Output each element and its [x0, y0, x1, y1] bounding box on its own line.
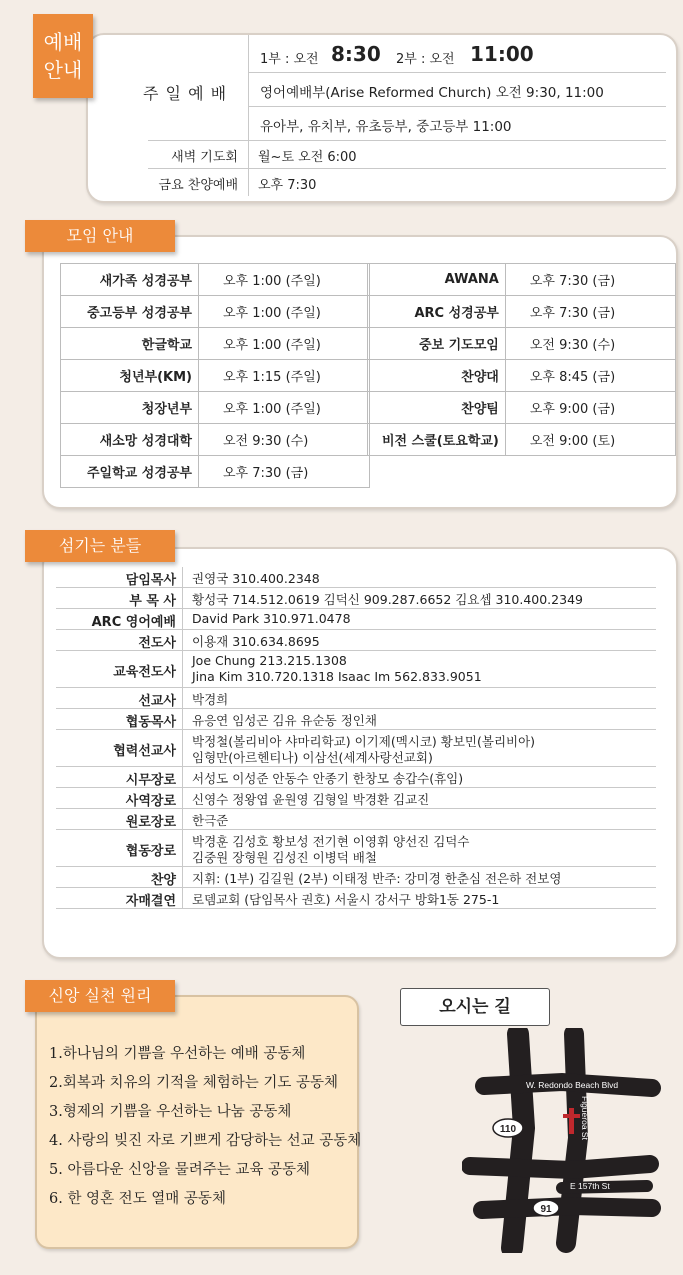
principle-item: 5. 아름다운 신앙을 물려주는 교육 공동체 [49, 1162, 310, 1178]
principle-item: 2.회복과 치유의 기적을 체험하는 기도 공동체 [49, 1075, 339, 1091]
meeting-time: 오후 1:00 (주일) [199, 296, 370, 328]
divider [182, 730, 183, 766]
servants-box [42, 547, 678, 959]
servant-role: 협동장로 [125, 844, 176, 859]
principle-item: 3.형제의 기쁨을 우선하는 나눔 공동체 [49, 1104, 292, 1120]
principle-item: 6. 한 영혼 전도 열매 공동체 [49, 1191, 226, 1207]
highway-110-label: 110 [499, 1124, 517, 1135]
principles-list [49, 1042, 361, 1216]
meeting-time: 오전 9:00 (토) [505, 424, 675, 456]
divider [182, 588, 183, 608]
divider [182, 888, 183, 908]
service-2-label: 2부 : 오전 [396, 52, 455, 67]
divider [248, 106, 666, 107]
meeting-name: AWANA [368, 264, 506, 296]
meeting-name: 중고등부 성경공부 [61, 296, 199, 328]
servant-names: 신영수 정왕엽 윤원영 김형일 박경환 김교진 [192, 792, 430, 807]
meeting-row [61, 328, 370, 360]
servant-row [56, 609, 656, 630]
divider [182, 630, 183, 650]
servant-names: 박경훈 김성호 황보성 전기현 이영휘 양선진 김덕수 [192, 834, 470, 849]
meeting-row [368, 392, 676, 424]
divider [248, 72, 666, 73]
english-service: 영어예배부(Arise Reformed Church) 오전 9:30, 11:00 [260, 85, 604, 101]
divider [182, 567, 183, 587]
servant-row [56, 630, 656, 651]
dawn-prayer-label: 새벽 기도회 [171, 150, 238, 165]
servant-names: Jina Kim 310.720.1318 Isaac Im 562.833.9051 [192, 669, 482, 684]
servant-names: 유응연 임성곤 김유 유순동 정인채 [192, 713, 377, 728]
servant-names: 서성도 이성준 안동수 안종기 한창모 송갑수(휴임) [192, 771, 464, 786]
meeting-name: 비전 스쿨(토요학교) [368, 424, 506, 456]
divider [182, 609, 183, 629]
servant-row [56, 867, 656, 888]
divider [182, 788, 183, 808]
meeting-name: ARC 성경공부 [368, 296, 506, 328]
cross-horizontal [563, 1114, 580, 1118]
divider [182, 867, 183, 887]
servant-row [56, 567, 656, 588]
meeting-row [368, 264, 676, 296]
meeting-row [61, 360, 370, 392]
meetings-box [42, 235, 678, 509]
meeting-name: 찬양팀 [368, 392, 506, 424]
servant-role: 시무장로 [125, 773, 176, 788]
servants-tag: 섬기는 분들 [25, 530, 175, 562]
divider [182, 809, 183, 829]
friday-worship-label: 금요 찬양예배 [158, 178, 238, 193]
friday-worship-time: 오후 7:30 [258, 178, 317, 193]
sunday-worship-label: 주 일 예 배 [143, 84, 228, 103]
servant-row [56, 888, 656, 909]
servant-row [56, 730, 656, 767]
divider [148, 140, 666, 141]
divider [182, 709, 183, 729]
meeting-row [61, 392, 370, 424]
servant-role: 선교사 [138, 694, 176, 709]
meeting-row [368, 296, 676, 328]
meeting-row [368, 360, 676, 392]
meeting-time: 오전 9:30 (수) [505, 328, 675, 360]
servant-names: 임형만(아르헨티나) 이삼선(세계사랑선교회) [192, 750, 433, 765]
meeting-time: 오전 9:30 (수) [199, 424, 370, 456]
meeting-time: 오후 1:00 (주일) [199, 328, 370, 360]
servant-row [56, 651, 656, 688]
servant-role: ARC 영어예배 [91, 615, 176, 630]
servant-row [56, 688, 656, 709]
worship-tag: 예배 안내 [33, 14, 93, 98]
service-1-time: 8:30 [331, 42, 381, 66]
children-service: 유아부, 유치부, 유초등부, 중고등부 11:00 [260, 119, 512, 135]
divider [248, 140, 249, 196]
meeting-name: 주일학교 성경공부 [61, 456, 199, 488]
servant-role: 담임목사 [125, 573, 176, 588]
servant-names: Joe Chung 213.215.1308 [192, 653, 347, 668]
principles-box [35, 995, 362, 1249]
divider [182, 830, 183, 866]
meeting-time: 오후 7:30 (금) [505, 296, 675, 328]
road-stroke [470, 1164, 650, 1170]
worship-box [86, 33, 678, 203]
divider [182, 651, 183, 687]
principles-tag: 신앙 실천 원리 [25, 980, 175, 1012]
meeting-row [61, 424, 370, 456]
meetings-left-table [60, 263, 370, 488]
divider [248, 35, 249, 140]
meeting-time: 오후 1:00 (주일) [199, 392, 370, 424]
servant-role: 교육전도사 [113, 665, 176, 680]
servant-role: 원로장로 [125, 815, 176, 830]
meeting-row [368, 328, 676, 360]
meeting-row [368, 424, 676, 456]
servant-row [56, 830, 656, 867]
directions-map [462, 1028, 662, 1253]
meeting-row [61, 296, 370, 328]
meeting-time: 오후 7:30 (금) [505, 264, 675, 296]
meeting-time: 오후 9:00 (금) [505, 392, 675, 424]
servant-role: 협력선교사 [113, 744, 176, 759]
servant-role: 찬양 [150, 873, 176, 888]
principle-item: 4. 사랑의 빚진 자로 기쁘게 감당하는 선교 공동체 [49, 1133, 362, 1149]
meeting-name: 새가족 성경공부 [61, 264, 199, 296]
servant-row [56, 709, 656, 730]
meetings-tag: 모임 안내 [25, 220, 175, 252]
servant-role: 사역장로 [125, 794, 176, 809]
servant-row [56, 788, 656, 809]
road-label-redondo: W. Redondo Beach Blvd [526, 1080, 619, 1090]
servant-names: 지휘: (1부) 김길원 (2부) 이태정 반주: 강미경 한춘심 전은하 전보영 [192, 871, 562, 886]
cross-vertical [569, 1108, 574, 1134]
meeting-time: 오후 1:00 (주일) [199, 264, 370, 296]
meeting-name: 한글학교 [61, 328, 199, 360]
service-2-time: 11:00 [470, 42, 534, 66]
road-label-figueroa: Figueroa St [580, 1096, 590, 1140]
meeting-time: 오후 1:15 (주일) [199, 360, 370, 392]
road-label-157th: E 157th St [570, 1181, 610, 1191]
meeting-row [61, 456, 370, 488]
meeting-name: 청년부(KM) [61, 360, 199, 392]
servant-names: 박경희 [192, 692, 229, 707]
servant-names: 박정철(볼리비아 샤마리학교) 이기제(멕시코) 황보민(볼리비아) [192, 734, 536, 749]
divider [148, 168, 666, 169]
servant-names: 황성국 714.512.0619 김덕신 909.287.6652 김요셉 310.400.2349 [192, 592, 583, 607]
servant-role: 협동목사 [125, 715, 176, 730]
servant-names: 이용재 310.634.8695 [192, 634, 320, 649]
road-stroke [482, 1206, 652, 1210]
principle-item: 1.하나님의 기쁨을 우선하는 예배 공동체 [49, 1046, 306, 1062]
meeting-name: 중보 기도모임 [368, 328, 506, 360]
servant-row [56, 588, 656, 609]
meeting-row [61, 264, 370, 296]
highway-91-label: 91 [540, 1204, 552, 1215]
meeting-name: 새소망 성경대학 [61, 424, 199, 456]
servant-row [56, 809, 656, 830]
directions-title: 오시는 길 [400, 988, 550, 1026]
divider [182, 688, 183, 708]
servant-names: 권영국 310.400.2348 [192, 571, 320, 586]
servant-names: 한극준 [192, 813, 229, 828]
servant-names: 로뎀교회 (담임목사 권호) 서울시 강서구 방화1동 275-1 [192, 892, 500, 907]
servant-names: 김중원 장형원 김성진 이병덕 배철 [192, 850, 377, 865]
meetings-right-table [367, 263, 676, 456]
divider [182, 767, 183, 787]
servant-role: 전도사 [138, 636, 176, 651]
service-1-label: 1부 : 오전 [260, 52, 319, 67]
meeting-name: 찬양대 [368, 360, 506, 392]
dawn-prayer-time: 월~토 오전 6:00 [258, 150, 357, 165]
meeting-time: 오후 7:30 (금) [199, 456, 370, 488]
servant-row [56, 767, 656, 788]
meeting-time: 오후 8:45 (금) [505, 360, 675, 392]
meeting-name: 청장년부 [61, 392, 199, 424]
servant-role: 부 목 사 [129, 594, 176, 609]
servant-names: David Park 310.971.0478 [192, 611, 351, 626]
servant-role: 자매결연 [125, 894, 176, 909]
